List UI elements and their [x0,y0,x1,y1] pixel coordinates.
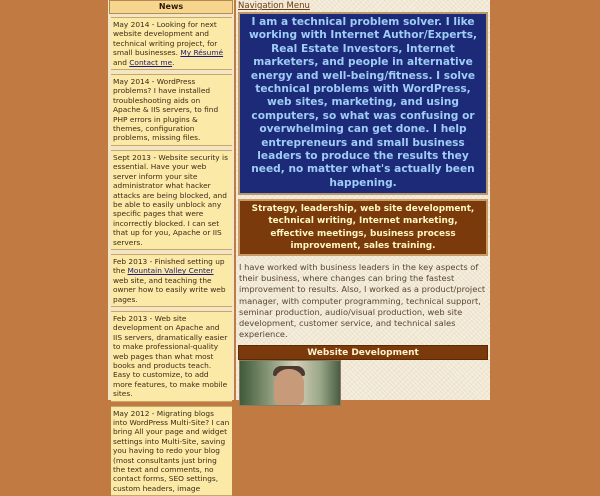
news-item [111,74,232,146]
news-link[interactable]: Contact me [129,57,173,67]
news-text: web site, and teaching the owner how to easily write web pages. [113,275,226,304]
main-content [236,0,490,400]
news-text: Feb 2013 - Finished setting up the [113,256,225,276]
news-item [111,406,232,496]
news-text: . [172,57,175,67]
news-text: May 2014 - Looking for next website development and technical writing project, for small businesses. [113,20,218,58]
news-sidebar [108,0,234,493]
news-text: Feb 2013 - Web site development on Apache and IIS servers, dramatically easier to make professional-quality web pages than what most books and products teach. Easy to customize, to add more features, to make mobile sites. [113,313,228,399]
photo-face [274,369,304,405]
portrait-photo [239,360,341,406]
news-text: May 2012 - Migrating blogs into WordPress Multi-Site? I can bring All your page and widget settings into Multi-Site, saving you having to redo your blog (most consultants just bring the text and comments, no contact forms, SEO settings, custom headers, image [113,408,230,493]
section-title-website-development: Website Development [238,345,488,360]
news-item [111,311,232,402]
news-text: May 2014 - WordPress problems? I have installed troubleshooting aids on Apache & IIS servers, to find PHP errors in plugins & themes, configuration problems, missing files. [113,77,219,143]
services-banner: Strategy, leadership, web site development, technical writing, Internet marketing, effective meetings, business process improvement, sales training. [238,199,488,256]
news-text: and [113,57,130,67]
news-link[interactable]: Mountain Valley Center [127,266,214,276]
news-item [111,150,232,250]
news-item [111,254,232,307]
intro-paragraph: I have worked with business leaders in the key aspects of their business, where changes can bring the fastest improvement to results. Also, I worked as a product/project manager, with computer programming, technical support, seminar production, audio/visual production, web site development, customer service, and technical sales experience. [239,262,486,340]
news-text: Sept 2013 - Website security is essential. Have your web server inform your site administrator what hacker attacks are being blocked, and be able to easily unblock any specific pages that were incorrectly blocked. I can set that up for you, Apache or IIS servers. [113,152,228,247]
navigation-menu-link[interactable]: Navigation Menu [238,1,310,11]
news-link[interactable]: My Résumé [180,48,224,58]
news-heading: News [109,0,233,14]
hero-statement: I am a technical problem solver. I like working with Internet Author/Experts, Real Estate Investors, Internet marketers, and people in alternative energy and well-being/fitness. I solve technical problems with WordPress, web sites, marketing, and using computers, so what was confusing or overwhelming can get done. I help entrepreneurs and small business leaders to produce the results they need, no matter what's actually been happening. [238,12,488,195]
news-item [111,17,232,70]
news-list [108,17,234,496]
